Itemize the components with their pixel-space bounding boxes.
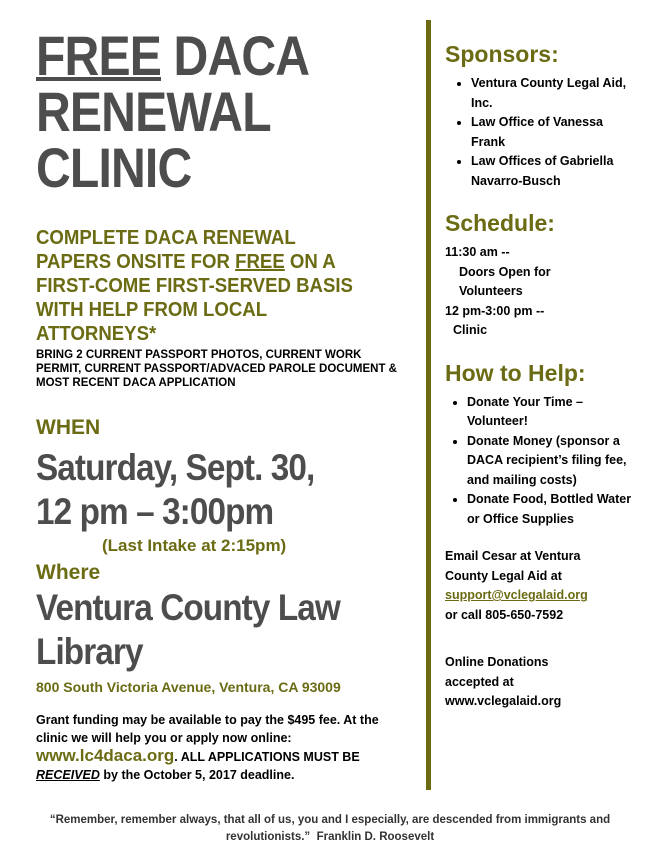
event-location	[36, 586, 378, 674]
sidebar	[445, 40, 635, 712]
when-label: WHEN	[36, 416, 101, 439]
sponsor-item: • Ventura County Legal Aid, Inc.	[471, 74, 635, 113]
schedule-event-2: Clinic	[453, 323, 488, 337]
schedule-time-1: 11:30 am --	[445, 245, 510, 259]
donations-info: Online Donations accepted at www.vclegalaid.org	[445, 653, 635, 712]
schedule-heading: Schedule:	[445, 210, 555, 236]
title-line-3: CLINIC	[36, 136, 192, 199]
last-intake: (Last Intake at 2:15pm)	[102, 536, 287, 555]
sponsors-heading: Sponsors:	[445, 41, 559, 67]
bring-requirements: BRING 2 CURRENT PASSPORT PHOTOS, CURRENT WORK PERMIT, CURRENT PASSPORT/ADVACED PAROLE DOCUMENT & MOST RECENT DACA APPLICATION	[36, 349, 397, 389]
contact-info: Email Cesar at Ventura County Legal Aid at support@vclegalaid.org or call 805-650-7592	[445, 547, 635, 625]
phone-number: or call 805-650-7592	[445, 607, 564, 622]
event-datetime	[36, 446, 378, 534]
column-divider	[426, 20, 431, 790]
where-label: Where	[36, 561, 101, 584]
event-date: Saturday, Sept. 30,	[36, 447, 315, 488]
schedule-time-2: 12 pm-3:00 pm --	[445, 303, 545, 318]
help-heading: How to Help:	[445, 359, 586, 386]
location-line-2: Library	[36, 631, 143, 672]
help-item: • Donate Your Time – Volunteer!	[467, 393, 635, 432]
quote-author: Franklin D. Roosevelt	[316, 831, 435, 843]
grant-info: Grant funding may be available to pay the $495 fee. At the clinic we will help you or apply now online: www.lc4daca.org. ALL APPLICATIONS MUST BE RECEIVED by the October 5, 2017 deadline.	[36, 713, 379, 782]
schedule-event-1: Doors Open for	[459, 264, 551, 279]
sponsors-list	[445, 74, 635, 191]
donations-link[interactable]: www.vclegalaid.org	[445, 694, 562, 708]
title-free: FREE	[36, 24, 162, 87]
intro-free: FREE	[235, 251, 285, 273]
event-time: 12 pm – 3:00pm	[36, 491, 274, 532]
help-item: • Donate Food, Bottled Water or Office Supplies	[467, 490, 635, 529]
schedule-list	[445, 243, 635, 341]
quote-text: “Remember, remember always, that all of us, you and I especially, are descended from immigrants and revolutionists.”	[49, 814, 611, 843]
event-address: 800 South Victoria Avenue, Ventura, CA 93009	[36, 679, 341, 695]
location-line-1: Ventura County Law	[36, 587, 340, 628]
schedule-event-1-cont: Volunteers	[459, 284, 523, 298]
help-list	[445, 393, 635, 530]
received-emphasis: RECEIVED	[36, 768, 100, 782]
intro-text: COMPLETE DACA RENEWAL PAPERS ONSITE FOR FREE ON A FIRST-COME FIRST-SERVED BASIS WITH HELP FROM LOCAL ATTORNEYS*	[36, 227, 353, 345]
lc4daca-link[interactable]: www.lc4daca.org	[36, 746, 175, 765]
flyer-title	[36, 24, 328, 199]
title-line-2: RENEWAL	[36, 80, 271, 143]
email-link[interactable]: support@vclegalaid.org	[445, 588, 588, 602]
footer-quote	[40, 812, 620, 846]
sponsor-item: • Law Offices of Gabriella Navarro-Busch	[471, 152, 635, 191]
title-daca: DACA	[161, 24, 310, 87]
help-item: • Donate Money (sponsor a DACA recipient’s filing fee, and mailing costs)	[467, 432, 635, 491]
title-line-1	[36, 24, 328, 87]
sponsor-item: • Law Office of Vanessa Frank	[471, 113, 635, 152]
